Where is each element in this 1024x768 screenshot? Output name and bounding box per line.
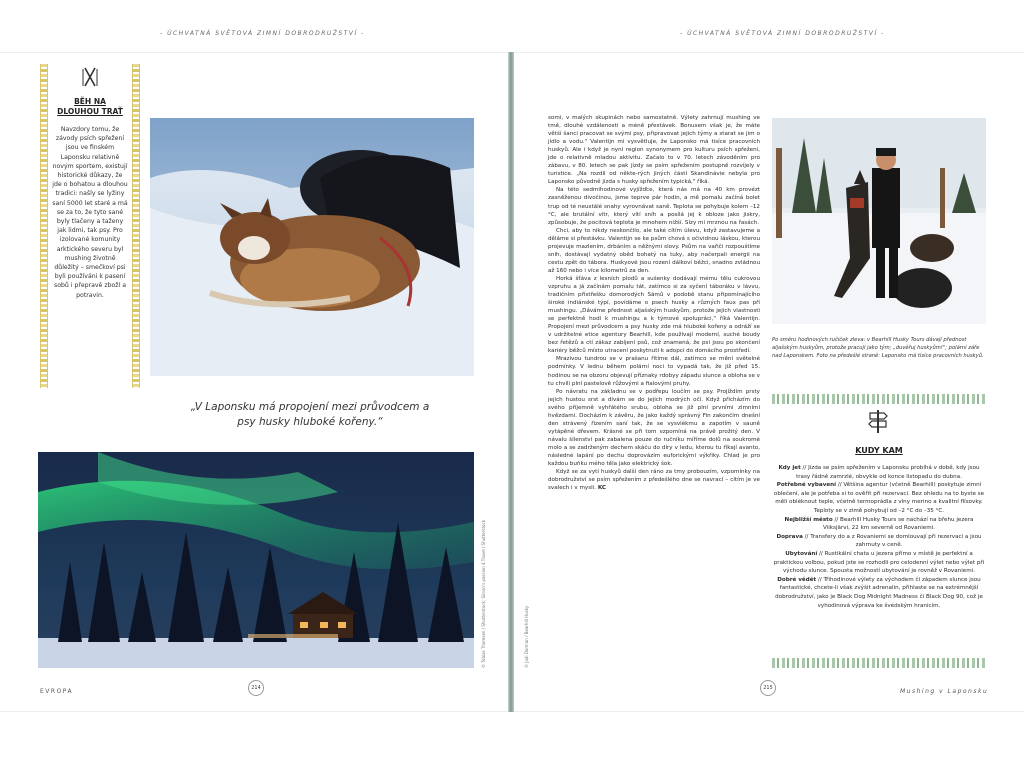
info-item-vybaveni: Potřebné vybavení // Většina agentur (včetně Bearhill) poskytuje zimní oblečení, ale je potřeba si to ověřit při rezervaci. Bez ohledu na to byste se měli obléknout teple, včetně termoprádla z vlny merino a kvalitní flísovky. Teploty se v zimě pohybují od –2 °C do –35 °C. bbox=[773, 482, 985, 514]
article-paragraph: Po návratu na základnu se v podřepu loučím se psy. Projíždím prsty jejich hustou srst a dívám se do jejich modrých očí. Když přicházím do svého příjemně vyhřátého srubu, obloha se již plní prvními zimními hvězdami. Docházím k závěru, že jako každý správný Fin zakončím dnešní den strávený řízením saní tak, že se vysvlékmu a zapotím v sauně vytápěné dřevem. Krásné se při tom vzpomíná na právě prožitý den. V návalu šílenství pak zabalena pouze do ručníku míříme dolů na soukromé molo a se zadrženým dechem skáču do díry v ledu, kterou tu říkají avanto, následné lapání po dechu doprovázím euforickými výkřiky. Chlad je pro každou buňku mého těla jako elektrický šok. bbox=[548, 388, 760, 468]
info-label: Doprava bbox=[776, 533, 803, 540]
info-item-ubytovani: Ubytování // Rustikální chata u jezera přímo v místě je perfektní a praktickou volbou, pokud jste se rozhodli pro celodenní výlet nebo výlet při východu slunce. Spousta možností ubytování je rovněž v Rovaniemi. bbox=[773, 550, 985, 575]
running-head-left: - ÚCHVATNÁ SVĚTOVÁ ZIMNÍ DOBRODRUŽSTVÍ - bbox=[160, 30, 365, 37]
info-item-kdy-jet: Kdy jet // Jízda se psím spřežením v Laponsku probíhá v době, kdy jsou trasy řádně zamrzlé, obvykle od konce listopadu do dubna. bbox=[778, 465, 980, 480]
article-paragraph: Mrazivou tundrou se v prašanu řítíme dál, zatímco se mění světelné podmínky. V lednu během polární noci to vypadá tak, že již před 15. hodinou se na obzoru objevují příznaky rdobyy západu slunce a obloha se v tu chvíli plní pastelově růžovými a fialovými pruhy. bbox=[548, 356, 760, 387]
ornament-band-bottom bbox=[772, 658, 986, 668]
sidebar-title: BĚH NA DLOUHOU TRAŤ bbox=[57, 97, 123, 116]
info-item-doprava: Doprava // Transfery do a z Rovaniemi se domlouvají při rezervaci a jsou zahrnuty v ceně. bbox=[776, 533, 982, 549]
info-text: Transfery do a z Rovaniemi se domlouvají při rezervaci a jsou zahrnuty v ceně. bbox=[810, 533, 982, 549]
info-text: Jízda se psím spřežením v Laponsku probíhá v době, kdy jsou trasy řádně zamrzlé, obvykle od konce listopadu do dubna. bbox=[796, 465, 980, 480]
article-paragraph: Na této sedmihodinové vyjížďce, která nás má na 40 km provézt zasněženou divočinou, jsme teprve pár hodin, a mě pomalu začíná bolet trup od té neustálé snahy vyrovnávat saně. Teplota se pohybuje kolem –12 °C, ale brutální vítr, který vítí sníh a posílá jej k obloze jako jiskry, způsobuje, že pocitová teplota je mnohem nižší. Slzy mi mrznou na řasách. bbox=[548, 187, 760, 226]
info-text: Bearhill Husky Tours se nachází na břehu jezera Viiksjärvi, 22 km severně od Rovaniemi. bbox=[823, 516, 974, 532]
footer-section-label: EVROPA bbox=[40, 688, 74, 695]
info-label: Nejbližší město bbox=[784, 516, 833, 523]
article-body bbox=[548, 114, 760, 492]
info-label: Dobré vědět bbox=[777, 576, 817, 583]
article-paragraph: somi, v malých skupinách nebo samostatně. Výlety zahrnují mushing ve tmě, dlouhé vzdálenosti a méně přestávek. Bonusem však je, že máte větší šanci pracovat se svými psy, připravovat jejich týmy a starat se jim o jídlo a vodu." Valentijn mi vysvětluje, že Laponsko má tisíce pracovních huskyů. Ale i když je nyní region synonymem pro kulturu psích spřežení, jde o relativně mladou aktivitu. Začalo to v 70. letech závoděním pro zábavu, v 80. letech se pak jízdy se psím spřežením postupně rozvíjely v turistice. „Na rozdíl od někte-rých jiných částí Skandinávie nebyla pro Laponsko původně jízda s husky spřežením typická," říká. bbox=[548, 115, 760, 186]
article-paragraph: Když se za vytí huskyů další den ráno za tmy probouzím, vzpomínky na dobrodružství se psím spřežením z předešlého dne se navrací – cítím je ve svalech i v mysli. bbox=[548, 469, 760, 492]
article-paragraph: Horká šťáva z lesních plodů a sušenky dodávají mému tělu cukrovou vzpruhu a já začínám pomalu tát, zatímco si za syčení táboráku v lávvu, tradičním přístřešku domorodých Sámů v podobě stanu připomínajícího široké indiánské týpí, povídáme o psech husky a různých faux pas při mushingu. „Dáváme přednost aljašským huskyům, protože jejich vlastnosti se perfektně hodí k mushingu a k týmové spolupráci," říká Valentijn. Propojení mezi průvodcem a psy husky zde má hluboké kořeny a odráží se v udržitelné etice agentury Bearhill, kde používají moderní, suché boudy bez řetězů a ctí zákaz zabíjení psů, což znamená, že psi jsou po skončení kariéry běžců místo utracení poskytnuti k adopci do domácího prostředí. bbox=[548, 275, 760, 355]
info-label: Potřebné vybavení bbox=[776, 482, 837, 489]
ornament-band-top bbox=[772, 394, 986, 404]
sidebar-text: Navzdory tomu, že závody psích spřežení jsou ve finském Laponsku relativně novým sportem, existují historické důkazy, že jde o bohatou a dlouhou tradici: našly se lyžiny saní 5000 let staré a má se za to, že tyto sané byly tlačeny a taženy jak lidmi, tak psy. Pro izolované komunity arktického severu byl mushing životně důležitý – smečkoví psi byli používáni k pasení sobů i přepravě zboží a potravin. bbox=[52, 126, 128, 299]
husky-sleeping-photo bbox=[150, 118, 474, 376]
info-box-title: KUDY KAM bbox=[855, 446, 903, 455]
woman-with-husky-photo bbox=[772, 118, 986, 324]
pull-quote: „V Laponsku má propojení mezi průvodcem a psy husky hluboké kořeny.“ bbox=[190, 401, 430, 428]
footer-section-label-right: Mushing v Laponsku bbox=[900, 688, 989, 695]
photo-credit-left: © Tobias Thoresen / Shutterstock; Simon's passion 4 Travel / Shutterstock bbox=[481, 519, 486, 668]
info-text: Rustikální chata u jezera přímo v místě je perfektní a praktickou volbou, pokud jste se rozhodli pro celodenní výlet nebo výlet při východu slunce. Spousta možností ubytování je rovněž v Rovaniemi. bbox=[773, 550, 985, 575]
photo-caption: Po směru hodinových ručiček zleva: v Bearhill Husky Tours dávají přednost aljašským huskyům, protože pracují jako tým; „duvěřuj huskyům!"; polární záře nad Laponskem. Foto na předešlé straně: Laponsko má tisíce pracovních huskyů. bbox=[772, 337, 984, 359]
photo-credit-right: © Jodi Dorman / Bearhill Husky bbox=[524, 605, 529, 668]
page-number-right: 215 bbox=[760, 680, 776, 696]
signpost-icon bbox=[866, 408, 890, 434]
article-paragraph: Chci, aby to nikdy neskončilo, ale také cítím úlevu, když zastavujeme a děláme si přestávku. Valentijn se ke psům chová s očividnou láskou, kterou projevuje mazlením, drbáním a něžnými slovy. Psům na vařiči rozpouštíme sníh, dostávají vydatný oběd bohatý na tuky, aby načerpali energii na cestu zpět do tábora. Huskyové jsou rození dálkoví běžci, snadno zvládnou až 160 nebo i více kilometrů za den. bbox=[548, 227, 760, 274]
aurora-photo bbox=[38, 452, 474, 668]
info-label: Ubytování bbox=[785, 550, 818, 557]
info-item-mesto: Nejbližší město // Bearhill Husky Tours se nachází na břehu jezera Viiksjärvi, 22 km severně od Rovaniemi. bbox=[784, 516, 974, 532]
sidebar-box bbox=[40, 64, 140, 388]
ornament-border-right bbox=[132, 64, 140, 388]
skis-icon bbox=[52, 66, 128, 93]
info-label: Kdy jet bbox=[778, 465, 801, 471]
author-signature: KC bbox=[597, 485, 607, 492]
ornament-border-left bbox=[40, 64, 48, 388]
info-box bbox=[772, 464, 986, 610]
info-item-dobre-vedet: Dobré vědět // Třihodinové výlety za východem či západem slunce jsou fantastické, chcete-li však zvýšit adrenalin, přihlaste se na extrémnější dobrodružství, jako je Black Dog Midnight Madness či Black Dog 90, což je vyhodinová výprava ke švédským hranicím. bbox=[775, 576, 983, 609]
info-text: Třihodinové výlety za východem či západem slunce jsou fantastické, chcete-li však zvýšit adrenalin, přihlaste se na extrémnější dobrodružství, jako je Black Dog Midnight Madness či Black Dog 90, což je vyhodinová výprava ke švédským hranicím. bbox=[775, 576, 983, 609]
info-text: Většina agentur (včetně Bearhill) poskytuje zimní oblečení, ale je potřeba si to ověřit při rezervaci. Bez ohledu na to byste se měli obléknout teple, včetně termoprádla z vlny merino a kvalitní flísovky. Teploty se v zimě pohybují od –2 °C do –35 °C. bbox=[773, 482, 985, 514]
page-number-left: 214 bbox=[248, 680, 264, 696]
running-head-right: - ÚCHVATNÁ SVĚTOVÁ ZIMNÍ DOBRODRUŽSTVÍ - bbox=[680, 30, 885, 37]
